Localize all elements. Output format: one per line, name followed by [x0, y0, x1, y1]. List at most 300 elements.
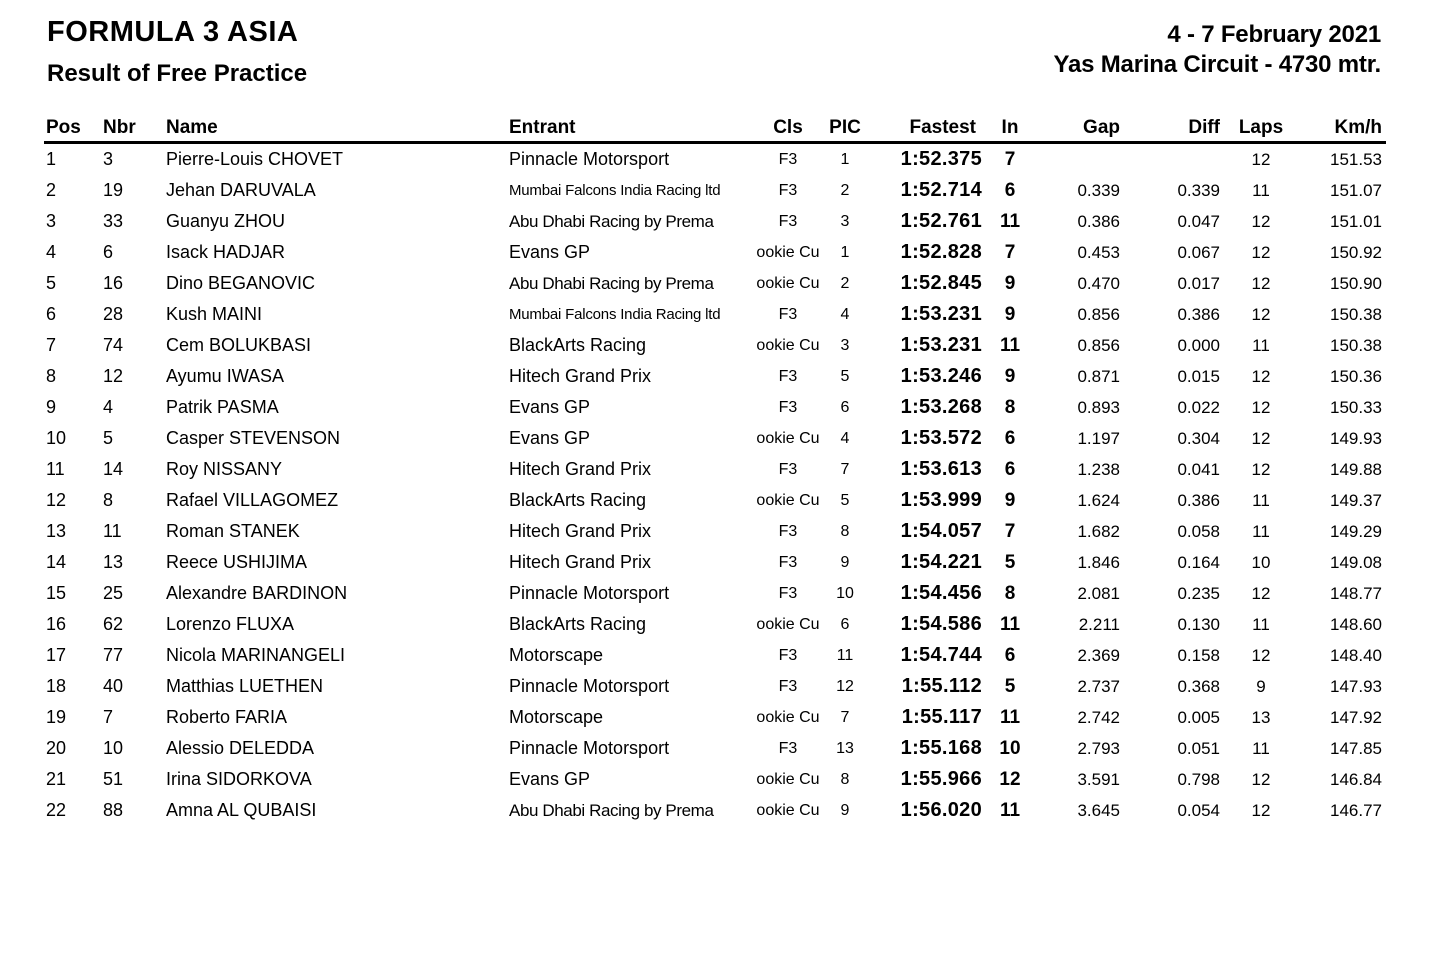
cell-entrant: Abu Dhabi Racing by Prema	[509, 801, 714, 820]
cell-gap: 2.211	[1078, 615, 1120, 634]
table-row	[44, 485, 1386, 516]
cell-gap: 0.871	[1077, 367, 1120, 386]
cell-kmh: 146.77	[1330, 801, 1382, 820]
cell-pic: 4	[840, 430, 850, 447]
cell-laps: 12	[1251, 212, 1271, 231]
cell-pos: 15	[46, 583, 67, 603]
cell-name: Matthias LUETHEN	[166, 676, 324, 696]
cell-entrant: Abu Dhabi Racing by Prema	[509, 274, 714, 293]
cell-pos: 6	[46, 304, 57, 324]
cell-laps: 12	[1251, 398, 1271, 417]
column-header-laps: Laps	[1238, 117, 1284, 138]
table-row	[44, 609, 1386, 640]
table-row	[44, 733, 1386, 764]
table-row	[44, 547, 1386, 578]
cell-entrant: Hitech Grand Prix	[509, 552, 652, 572]
cell-nbr: 25	[103, 583, 124, 603]
cell-cls: F3	[778, 554, 798, 571]
cell-in: 9	[1004, 490, 1016, 511]
cell-entrant: Abu Dhabi Racing by Prema	[509, 212, 714, 231]
cell-name: Lorenzo FLUXA	[166, 614, 295, 634]
cell-gap: 2.742	[1077, 708, 1120, 727]
cell-fastest: 1:53.268	[900, 396, 982, 418]
cell-kmh: 149.93	[1330, 429, 1382, 448]
cell-diff: 0.386	[1177, 305, 1220, 324]
cell-in: 6	[1004, 428, 1016, 449]
cell-diff: 0.000	[1177, 336, 1220, 355]
cell-diff: 0.158	[1177, 646, 1220, 665]
cell-laps: 12	[1251, 801, 1271, 820]
cell-nbr: 16	[103, 273, 124, 293]
cell-diff: 0.235	[1177, 584, 1220, 603]
cell-diff: 0.054	[1177, 801, 1220, 820]
cell-in: 9	[1004, 273, 1016, 294]
table-row	[44, 423, 1386, 454]
cell-pic: 12	[836, 678, 854, 695]
column-header-pic: PIC	[829, 117, 861, 138]
cell-fastest: 1:53.246	[900, 365, 982, 387]
cell-kmh: 149.37	[1330, 491, 1382, 510]
cell-gap: 3.591	[1077, 770, 1120, 789]
cell-kmh: 147.93	[1330, 677, 1382, 696]
cell-name: Isack HADJAR	[166, 242, 286, 262]
cell-pos: 10	[46, 428, 67, 448]
cell-name: Cem BOLUKBASI	[166, 335, 312, 355]
cell-laps: 10	[1251, 553, 1271, 572]
cell-gap: 0.470	[1077, 274, 1120, 293]
cell-kmh: 150.36	[1330, 367, 1382, 386]
table-row	[44, 671, 1386, 702]
cell-fastest: 1:54.456	[900, 582, 982, 604]
cell-laps: 11	[1252, 336, 1270, 355]
cell-pic: 3	[840, 213, 850, 230]
cell-laps: 11	[1252, 181, 1270, 200]
cell-kmh: 149.29	[1330, 522, 1382, 541]
cell-pic: 10	[836, 585, 854, 602]
cell-entrant: Hitech Grand Prix	[509, 366, 652, 386]
cell-nbr: 13	[103, 552, 124, 572]
cell-pic: 8	[840, 771, 850, 788]
cell-pos: 16	[46, 614, 67, 634]
event-info	[1054, 20, 1381, 80]
cell-entrant: Pinnacle Motorsport	[509, 738, 670, 758]
column-header-cls: Cls	[773, 117, 803, 138]
cell-in: 9	[1004, 304, 1016, 325]
cell-kmh: 150.38	[1330, 305, 1382, 324]
cell-name: Irina SIDORKOVA	[166, 769, 312, 789]
cell-nbr: 11	[103, 521, 122, 541]
cell-cls: F3	[778, 523, 798, 540]
cell-name: Alessio DELEDDA	[166, 738, 315, 758]
cell-entrant: Evans GP	[509, 242, 591, 262]
cell-entrant: Pinnacle Motorsport	[509, 149, 670, 169]
cell-in: 6	[1004, 645, 1016, 666]
cell-cls: ookie Cu	[756, 802, 820, 819]
cell-laps: 11	[1252, 522, 1270, 541]
table-row	[44, 392, 1386, 423]
cell-nbr: 12	[103, 366, 124, 386]
cell-pos: 2	[46, 180, 57, 200]
cell-gap: 0.893	[1077, 398, 1120, 417]
cell-entrant: Pinnacle Motorsport	[509, 583, 670, 603]
cell-pic: 2	[840, 182, 850, 199]
cell-pos: 19	[46, 707, 67, 727]
cell-fastest: 1:53.572	[900, 427, 982, 449]
column-header-nbr: Nbr	[103, 117, 136, 138]
cell-name: Casper STEVENSON	[166, 428, 341, 448]
cell-entrant: Evans GP	[509, 769, 591, 789]
cell-fastest: 1:55.168	[900, 737, 982, 759]
cell-fastest: 1:53.231	[900, 334, 982, 356]
table-row	[44, 702, 1386, 733]
cell-laps: 9	[1256, 677, 1266, 696]
cell-gap: 1.846	[1077, 553, 1120, 572]
cell-diff: 0.051	[1177, 739, 1220, 758]
cell-nbr: 62	[103, 614, 124, 634]
cell-pic: 13	[836, 740, 854, 757]
cell-laps: 12	[1251, 243, 1271, 262]
cell-diff: 0.067	[1177, 243, 1220, 262]
cell-cls: F3	[778, 399, 798, 416]
cell-nbr: 5	[103, 428, 114, 448]
cell-fastest: 1:52.828	[900, 241, 982, 263]
cell-cls: F3	[778, 647, 798, 664]
cell-gap: 2.737	[1077, 677, 1120, 696]
cell-entrant: BlackArts Racing	[509, 614, 647, 634]
cell-in: 12	[999, 769, 1021, 790]
cell-in: 6	[1004, 180, 1016, 201]
cell-pic: 5	[840, 368, 850, 385]
page-subtitle: Result of Free Practice	[47, 60, 308, 87]
cell-diff: 0.798	[1177, 770, 1220, 789]
table-row	[44, 454, 1386, 485]
cell-cls: ookie Cu	[756, 275, 820, 292]
cell-fastest: 1:52.375	[900, 148, 982, 170]
cell-fastest: 1:53.231	[900, 303, 982, 325]
cell-pos: 22	[46, 800, 67, 820]
table-row	[44, 640, 1386, 671]
cell-kmh: 148.77	[1330, 584, 1382, 603]
cell-laps: 13	[1251, 708, 1271, 727]
table-row	[44, 206, 1386, 237]
cell-gap: 0.856	[1077, 336, 1120, 355]
cell-in: 11	[999, 614, 1021, 635]
table-row	[44, 795, 1386, 826]
cell-laps: 12	[1251, 584, 1271, 603]
cell-in: 11	[999, 800, 1021, 821]
cell-gap: 2.081	[1077, 584, 1120, 603]
cell-pos: 21	[46, 769, 67, 789]
cell-gap: 1.682	[1077, 522, 1120, 541]
cell-cls: ookie Cu	[756, 430, 820, 447]
column-header-name: Name	[166, 117, 218, 138]
cell-cls: ookie Cu	[756, 492, 820, 509]
cell-entrant: Evans GP	[509, 428, 591, 448]
cell-in: 11	[999, 707, 1021, 728]
cell-name: Guanyu ZHOU	[166, 211, 286, 231]
cell-kmh: 151.01	[1330, 212, 1382, 231]
event-date: 4 - 7 February 2021	[1167, 21, 1381, 48]
cell-pos: 17	[46, 645, 67, 665]
cell-kmh: 149.88	[1330, 460, 1382, 479]
table-header-row	[44, 114, 1386, 144]
cell-fastest: 1:55.117	[901, 706, 982, 728]
cell-diff: 0.164	[1177, 553, 1220, 572]
cell-diff: 0.047	[1177, 212, 1220, 231]
cell-diff	[1124, 144, 1223, 175]
cell-kmh: 147.85	[1330, 739, 1382, 758]
cell-laps: 12	[1251, 305, 1271, 324]
cell-diff: 0.339	[1177, 181, 1220, 200]
cell-diff: 0.015	[1177, 367, 1220, 386]
cell-nbr: 7	[103, 707, 114, 727]
cell-pic: 7	[840, 461, 850, 478]
cell-pic: 5	[840, 492, 850, 509]
cell-fastest: 1:53.999	[900, 489, 982, 511]
cell-gap: 0.339	[1077, 181, 1120, 200]
cell-nbr: 19	[103, 180, 124, 200]
cell-entrant: Pinnacle Motorsport	[509, 676, 670, 696]
table-row	[44, 268, 1386, 299]
cell-pic: 11	[836, 647, 854, 664]
cell-pic: 9	[840, 802, 850, 819]
cell-pos: 3	[46, 211, 57, 231]
cell-laps: 12	[1251, 460, 1271, 479]
cell-in: 11	[999, 211, 1021, 232]
results-table	[44, 114, 1386, 826]
cell-cls: F3	[778, 306, 798, 323]
cell-diff: 0.041	[1177, 460, 1220, 479]
cell-diff: 0.304	[1177, 429, 1220, 448]
cell-laps: 11	[1252, 615, 1270, 634]
cell-pos: 8	[46, 366, 57, 386]
cell-nbr: 33	[103, 211, 124, 231]
cell-diff: 0.022	[1177, 398, 1220, 417]
cell-name: Dino BEGANOVIC	[166, 273, 316, 293]
cell-cls: F3	[778, 213, 798, 230]
cell-entrant: Hitech Grand Prix	[509, 459, 652, 479]
cell-nbr: 40	[103, 676, 124, 696]
cell-gap: 1.197	[1077, 429, 1120, 448]
cell-name: Nicola MARINANGELI	[166, 645, 346, 665]
cell-entrant: Hitech Grand Prix	[509, 521, 652, 541]
cell-fastest: 1:54.744	[900, 644, 982, 666]
cell-pos: 18	[46, 676, 67, 696]
cell-in: 10	[999, 738, 1021, 759]
cell-pos: 12	[46, 490, 67, 510]
cell-entrant: BlackArts Racing	[509, 335, 647, 355]
cell-nbr: 8	[103, 490, 114, 510]
cell-name: Reece USHIJIMA	[166, 552, 308, 572]
cell-cls: F3	[778, 585, 798, 602]
cell-name: Roberto FARIA	[166, 707, 288, 727]
cell-laps: 12	[1251, 646, 1271, 665]
cell-pic: 2	[840, 275, 850, 292]
cell-kmh: 149.08	[1330, 553, 1382, 572]
cell-pos: 9	[46, 397, 57, 417]
cell-gap: 1.238	[1077, 460, 1120, 479]
cell-diff: 0.058	[1177, 522, 1220, 541]
cell-pic: 4	[840, 306, 850, 323]
cell-cls: F3	[778, 182, 798, 199]
table-row	[44, 144, 1386, 175]
cell-nbr: 4	[103, 397, 114, 417]
cell-laps: 12	[1251, 150, 1271, 169]
cell-nbr: 28	[103, 304, 124, 324]
cell-pic: 9	[840, 554, 850, 571]
column-header-pos: Pos	[46, 117, 81, 138]
results-rows	[44, 144, 1386, 826]
cell-cls: F3	[778, 678, 798, 695]
cell-diff: 0.005	[1177, 708, 1220, 727]
cell-cls: ookie Cu	[756, 337, 820, 354]
cell-nbr: 74	[103, 335, 124, 355]
cell-laps: 12	[1251, 429, 1271, 448]
cell-name: Kush MAINI	[166, 304, 263, 324]
column-header-entrant: Entrant	[509, 117, 576, 138]
cell-pic: 1	[840, 151, 850, 168]
cell-name: Pierre-Louis CHOVET	[166, 149, 344, 169]
cell-kmh: 147.92	[1330, 708, 1382, 727]
cell-kmh: 150.92	[1330, 243, 1382, 262]
cell-entrant: Mumbai Falcons India Racing ltd	[509, 306, 721, 323]
cell-cls: F3	[778, 151, 798, 168]
cell-in: 9	[1004, 366, 1016, 387]
cell-name: Jehan DARUVALA	[166, 180, 316, 200]
cell-pic: 6	[840, 616, 850, 633]
cell-pos: 14	[46, 552, 67, 572]
cell-in: 11	[999, 335, 1021, 356]
cell-name: Amna AL QUBAISI	[166, 800, 317, 820]
cell-cls: F3	[778, 368, 798, 385]
cell-cls: F3	[778, 740, 798, 757]
cell-pic: 6	[840, 399, 850, 416]
cell-name: Roman STANEK	[166, 521, 300, 541]
cell-laps: 12	[1251, 274, 1271, 293]
cell-cls: ookie Cu	[756, 616, 820, 633]
cell-fastest: 1:53.613	[900, 458, 982, 480]
cell-entrant: Motorscape	[509, 645, 604, 665]
cell-kmh: 151.07	[1330, 181, 1382, 200]
cell-nbr: 3	[103, 149, 114, 169]
cell-name: Patrik PASMA	[166, 397, 279, 417]
cell-kmh: 148.40	[1330, 646, 1382, 665]
cell-gap: 2.369	[1077, 646, 1120, 665]
table-row	[44, 330, 1386, 361]
cell-in: 5	[1004, 676, 1016, 697]
cell-fastest: 1:55.966	[900, 768, 982, 790]
cell-fastest: 1:52.845	[900, 272, 982, 294]
cell-gap: 3.645	[1077, 801, 1120, 820]
cell-fastest: 1:52.761	[900, 210, 982, 232]
cell-gap: 0.453	[1077, 243, 1120, 262]
cell-kmh: 150.38	[1330, 336, 1382, 355]
cell-diff: 0.130	[1177, 615, 1220, 634]
cell-in: 7	[1004, 521, 1016, 542]
cell-cls: ookie Cu	[756, 771, 820, 788]
cell-pic: 3	[840, 337, 850, 354]
cell-in: 7	[1004, 149, 1016, 170]
cell-diff: 0.386	[1177, 491, 1220, 510]
cell-in: 6	[1004, 459, 1016, 480]
cell-nbr: 88	[103, 800, 124, 820]
cell-nbr: 14	[103, 459, 124, 479]
cell-laps: 11	[1252, 491, 1270, 510]
cell-in: 7	[1004, 242, 1016, 263]
table-row	[44, 175, 1386, 206]
cell-kmh: 151.53	[1330, 150, 1382, 169]
cell-cls: ookie Cu	[756, 709, 820, 726]
cell-laps: 12	[1251, 367, 1271, 386]
table-row	[44, 299, 1386, 330]
cell-fastest: 1:54.586	[900, 613, 982, 635]
cell-laps: 11	[1252, 739, 1270, 758]
cell-in: 5	[1004, 552, 1016, 573]
cell-cls: ookie Cu	[756, 244, 820, 261]
cell-pos: 4	[46, 242, 57, 262]
column-header-in: In	[1001, 117, 1019, 138]
cell-gap: 0.386	[1077, 212, 1120, 231]
column-header-gap: Gap	[1083, 117, 1120, 138]
table-row	[44, 578, 1386, 609]
event-circuit: Yas Marina Circuit - 4730 mtr.	[1053, 51, 1381, 78]
table-row	[44, 516, 1386, 547]
cell-nbr: 10	[103, 738, 124, 758]
column-header-diff: Diff	[1188, 117, 1220, 138]
table-row	[44, 764, 1386, 795]
cell-entrant: Evans GP	[509, 397, 591, 417]
cell-pos: 13	[46, 521, 67, 541]
cell-nbr: 6	[103, 242, 114, 262]
cell-pos: 5	[46, 273, 57, 293]
cell-fastest: 1:56.020	[900, 799, 982, 821]
cell-kmh: 150.33	[1330, 398, 1382, 417]
cell-pic: 1	[840, 244, 850, 261]
cell-cls: F3	[778, 461, 798, 478]
cell-diff: 0.368	[1177, 677, 1220, 696]
cell-fastest: 1:54.221	[900, 551, 982, 573]
cell-fastest: 1:52.714	[900, 179, 982, 201]
cell-in: 8	[1004, 583, 1016, 604]
column-header-fastest: Fastest	[909, 117, 976, 138]
cell-gap	[1036, 144, 1124, 175]
cell-kmh: 148.60	[1330, 615, 1382, 634]
cell-gap: 2.793	[1077, 739, 1120, 758]
cell-pos: 20	[46, 738, 67, 758]
column-header-kmh: Km/h	[1334, 117, 1382, 138]
cell-pos: 7	[46, 335, 57, 355]
cell-fastest: 1:54.057	[900, 520, 982, 542]
cell-gap: 1.624	[1077, 491, 1120, 510]
cell-entrant: Mumbai Falcons India Racing ltd	[509, 182, 721, 199]
cell-pos: 1	[46, 149, 57, 169]
cell-name: Ayumu IWASA	[166, 366, 285, 386]
cell-kmh: 146.84	[1330, 770, 1382, 789]
cell-in: 8	[1004, 397, 1016, 418]
cell-entrant: Motorscape	[509, 707, 604, 727]
cell-name: Alexandre BARDINON	[166, 583, 348, 603]
cell-fastest: 1:55.112	[901, 675, 982, 697]
cell-pos: 11	[46, 459, 65, 479]
table-row	[44, 361, 1386, 392]
cell-pic: 7	[840, 709, 850, 726]
cell-gap: 0.856	[1077, 305, 1120, 324]
cell-entrant: BlackArts Racing	[509, 490, 647, 510]
cell-diff: 0.017	[1177, 274, 1220, 293]
cell-kmh: 150.90	[1330, 274, 1382, 293]
cell-pic: 8	[840, 523, 850, 540]
cell-name: Roy NISSANY	[166, 459, 283, 479]
